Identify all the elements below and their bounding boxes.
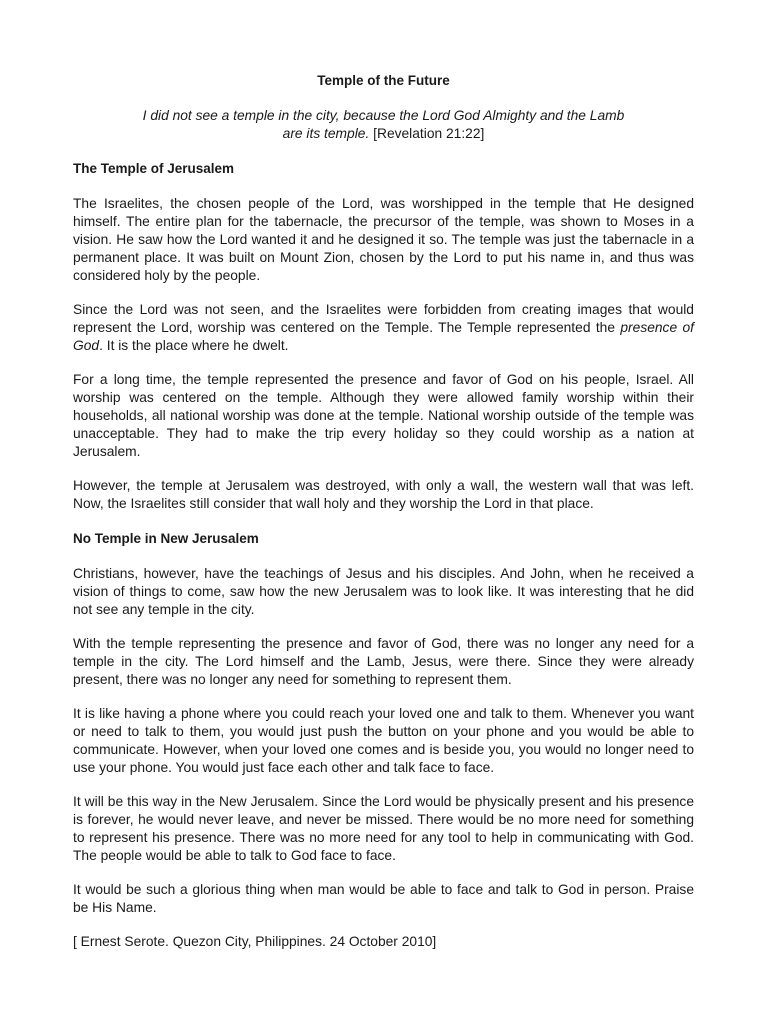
paragraph: However, the temple at Jerusalem was destroyed, with only a wall, the western wall that was left. Now, the Israelites still consider that wall holy and they worship the Lord in that place.: [73, 478, 694, 511]
attribution: [ Ernest Serote. Quezon City, Philippines. 24 October 2010]: [73, 934, 437, 949]
paragraph-text: Since the Lord was not seen, and the Israelites were forbidden from creating images that would represent the Lord, worship was centered on the Temple. The Temple represented the: [73, 302, 694, 335]
paragraph: Christians, however, have the teachings of Jesus and his disciples. And John, when he received a vision of things to come, saw how the new Jerusalem was to look like. It was interesting that he did not see any temple in the city.: [73, 566, 694, 617]
paragraph: [73, 301, 694, 355]
document-title: Temple of the Future: [317, 73, 450, 88]
emphasis-text: presence of God: [73, 320, 694, 353]
section-heading-no-temple: No Temple in New Jerusalem: [73, 531, 259, 546]
paragraph: It will be this way in the New Jerusalem. Since the Lord would be physically present and his presence is forever, he would never leave, and never be missed. There would be no more need for something to represent his presence. There was no more need for any tool to help in communicating with God. The people would be able to talk to God face to face.: [73, 794, 694, 863]
paragraph: With the temple representing the presence and favor of God, there was no longer any need for a temple in the city. The Lord himself and the Lamb, Jesus, were there. Since they were already present, there was no longer any need for something to represent them.: [73, 636, 694, 687]
epigraph-reference: [Revelation 21:22]: [373, 126, 485, 141]
paragraph: For a long time, the temple represented the presence and favor of God on his people, Israel. All worship was centered on the temple. Although they were allowed family worship within their households, all national worship was done at the temple. National worship outside of the temple was unacceptable. They had to make the trip every holiday so they could worship as a nation at Jerusalem.: [73, 372, 694, 459]
section-heading-temple-of-jerusalem: The Temple of Jerusalem: [73, 161, 235, 176]
epigraph: [73, 107, 694, 143]
paragraph: The Israelites, the chosen people of the Lord, was worshipped in the temple that He designed himself. The entire plan for the tabernacle, the precursor of the temple, was shown to Moses in a vision. He saw how the Lord wanted it and he designed it so. The temple was just the tabernacle in a permanent place. It was built on Mount Zion, chosen by the Lord to put his name in, and thus was considered holy by the people.: [73, 196, 694, 283]
epigraph-quote: I did not see a temple in the city, because the Lord God Almighty and the Lamb are its temple.: [142, 108, 625, 141]
document-page: [73, 71, 694, 951]
paragraph: It is like having a phone where you could reach your loved one and talk to them. Whenever you want or need to talk to them, you would just push the button on your phone and you would be able to communicate. However, when your loved one comes and is beside you, you would no longer need to use your phone. You would just face each other and talk face to face.: [73, 706, 694, 775]
paragraph: It would be such a glorious thing when man would be able to face and talk to God in person. Praise be His Name.: [73, 882, 694, 915]
paragraph-text: . It is the place where he dwelt.: [99, 338, 289, 353]
